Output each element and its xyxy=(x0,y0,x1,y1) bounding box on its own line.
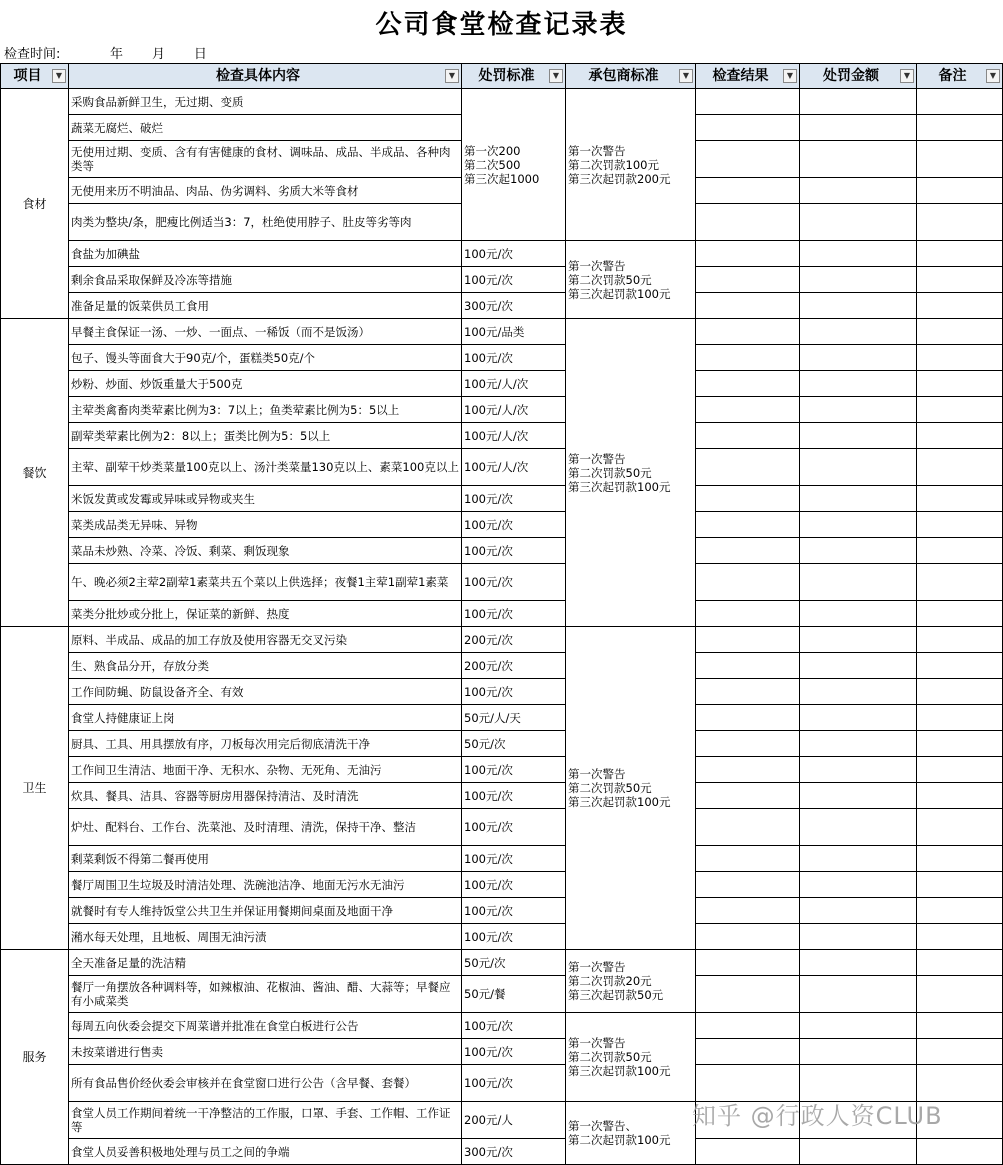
remarks-cell[interactable] xyxy=(917,241,1003,267)
inspection-result-cell[interactable] xyxy=(696,731,800,757)
penalty-standard-cell: 100元/次 xyxy=(462,898,566,924)
table-row xyxy=(1,89,1003,115)
inspection-result-cell[interactable] xyxy=(696,898,800,924)
penalty-amount-cell[interactable] xyxy=(800,898,917,924)
penalty-standard-cell: 100元/品类 xyxy=(462,319,566,345)
header-penalty-standard: 处罚标准 ▼ xyxy=(462,64,566,89)
inspection-result-cell[interactable] xyxy=(696,512,800,538)
content-cell: 肉类为整块/条，肥瘦比例适当3：7，杜绝使用脖子、肚皮等劣等肉 xyxy=(69,204,462,241)
penalty-amount-cell[interactable] xyxy=(800,872,917,898)
penalty-standard-cell: 200元/次 xyxy=(462,653,566,679)
table-row xyxy=(1,293,1003,319)
penalty-amount-cell[interactable] xyxy=(800,293,917,319)
date-day-label: 日 xyxy=(193,47,207,62)
inspection-result-cell[interactable] xyxy=(696,89,800,115)
content-cell: 食堂人员妥善积极地处理与员工之间的争端 xyxy=(69,1139,462,1165)
penalty-amount-cell[interactable] xyxy=(800,731,917,757)
content-cell: 无使用来历不明油品、肉品、伪劣调料、劣质大米等食材 xyxy=(69,178,462,204)
table-row xyxy=(1,872,1003,898)
content-cell: 炒粉、炒面、炒饭重量大于500克 xyxy=(69,371,462,397)
content-cell: 食堂人持健康证上岗 xyxy=(69,705,462,731)
inspection-result-cell[interactable] xyxy=(696,178,800,204)
penalty-standard-cell: 100元/次 xyxy=(462,872,566,898)
content-cell: 剩菜剩饭不得第二餐再使用 xyxy=(69,846,462,872)
table-row xyxy=(1,653,1003,679)
contractor-standard-cell: 第一次警告 第二次罚款50元 第三次起罚款100元 xyxy=(566,241,696,319)
inspection-result-cell[interactable] xyxy=(696,679,800,705)
content-cell: 原料、半成品、成品的加工存放及使用容器无交叉污染 xyxy=(69,627,462,653)
penalty-standard-cell: 100元/次 xyxy=(462,679,566,705)
inspection-result-cell[interactable] xyxy=(696,293,800,319)
remarks-cell[interactable] xyxy=(917,950,1003,976)
content-cell: 剩余食品采取保鲜及冷冻等措施 xyxy=(69,267,462,293)
content-cell: 所有食品售价经伙委会审核并在食堂窗口进行公告（含早餐、套餐） xyxy=(69,1065,462,1102)
contractor-standard-cell: 第一次警告 第二次罚款100元 第三次起罚款200元 xyxy=(566,89,696,241)
remarks-cell[interactable] xyxy=(917,809,1003,846)
header-content: 检查具体内容 ▼ xyxy=(69,64,462,89)
inspection-result-cell[interactable] xyxy=(696,1039,800,1065)
penalty-standard-cell: 100元/次 xyxy=(462,486,566,512)
penalty-amount-cell[interactable] xyxy=(800,178,917,204)
inspection-result-cell[interactable] xyxy=(696,1013,800,1039)
penalty-amount-cell[interactable] xyxy=(800,679,917,705)
penalty-amount-cell[interactable] xyxy=(800,512,917,538)
category-cell: 服务 xyxy=(1,950,69,1165)
contractor-standard-cell: 第一次警告 第二次罚款50元 第三次起罚款100元 xyxy=(566,319,696,627)
content-cell: 米饭发黄或发霉或异味或异物或夹生 xyxy=(69,486,462,512)
remarks-cell[interactable] xyxy=(917,846,1003,872)
penalty-amount-cell[interactable] xyxy=(800,564,917,601)
header-contractor-standard: 承包商标准 ▼ xyxy=(566,64,696,89)
table-row xyxy=(1,950,1003,976)
penalty-standard-cell: 200元/人 xyxy=(462,1102,566,1139)
penalty-standard-cell: 50元/次 xyxy=(462,731,566,757)
penalty-standard-cell: 100元/人/次 xyxy=(462,397,566,423)
table-row xyxy=(1,423,1003,449)
content-cell: 副荤类荤素比例为2：8以上；蛋类比例为5：5以上 xyxy=(69,423,462,449)
table-row xyxy=(1,1139,1003,1165)
inspection-result-cell[interactable] xyxy=(696,423,800,449)
remarks-cell[interactable] xyxy=(917,267,1003,293)
penalty-amount-cell[interactable] xyxy=(800,705,917,731)
remarks-cell[interactable] xyxy=(917,449,1003,486)
penalty-standard-cell: 300元/次 xyxy=(462,293,566,319)
penalty-amount-cell[interactable] xyxy=(800,846,917,872)
inspection-result-cell[interactable] xyxy=(696,872,800,898)
table-row xyxy=(1,345,1003,371)
inspection-result-cell[interactable] xyxy=(696,141,800,178)
inspection-date-line xyxy=(4,43,207,62)
remarks-cell[interactable] xyxy=(917,204,1003,241)
table-row xyxy=(1,705,1003,731)
penalty-standard-cell: 100元/次 xyxy=(462,809,566,846)
remarks-cell[interactable] xyxy=(917,872,1003,898)
penalty-standard-cell: 100元/人/次 xyxy=(462,371,566,397)
penalty-amount-cell[interactable] xyxy=(800,449,917,486)
remarks-cell[interactable] xyxy=(917,1039,1003,1065)
inspection-result-cell[interactable] xyxy=(696,601,800,627)
remarks-cell[interactable] xyxy=(917,679,1003,705)
remarks-cell[interactable] xyxy=(917,731,1003,757)
penalty-standard-cell: 100元/次 xyxy=(462,538,566,564)
remarks-cell[interactable] xyxy=(917,601,1003,627)
header-penalty-amount: 处罚金额 ▼ xyxy=(800,64,917,89)
penalty-amount-cell[interactable] xyxy=(800,950,917,976)
table-row xyxy=(1,924,1003,950)
content-cell: 主荤类禽畜肉类荤素比例为3：7以上；鱼类荤素比例为5：5以上 xyxy=(69,397,462,423)
table-row xyxy=(1,757,1003,783)
date-year-label: 年 xyxy=(109,47,123,62)
header-row xyxy=(1,64,1003,89)
header-inspection-result: 检查结果 ▼ xyxy=(696,64,800,89)
category-cell: 食材 xyxy=(1,89,69,319)
remarks-cell[interactable] xyxy=(917,538,1003,564)
content-cell: 潲水每天处理，且地板、周围无油污渍 xyxy=(69,924,462,950)
content-cell: 生、熟食品分开，存放分类 xyxy=(69,653,462,679)
content-cell: 餐厅周围卫生垃圾及时清洁处理、洗碗池洁净、地面无污水无油污 xyxy=(69,872,462,898)
content-cell: 餐厅一角摆放各种调料等，如辣椒油、花椒油、酱油、醋、大蒜等；早餐应有小咸菜类 xyxy=(69,976,462,1013)
remarks-cell[interactable] xyxy=(917,1139,1003,1165)
table-row xyxy=(1,976,1003,1013)
inspection-result-cell[interactable] xyxy=(696,449,800,486)
penalty-standard-cell: 第一次200 第二次500 第三次起1000 xyxy=(462,89,566,241)
penalty-standard-cell: 100元/次 xyxy=(462,757,566,783)
penalty-amount-cell[interactable] xyxy=(800,115,917,141)
penalty-amount-cell[interactable] xyxy=(800,345,917,371)
penalty-amount-cell[interactable] xyxy=(800,627,917,653)
inspection-result-cell[interactable] xyxy=(696,976,800,1013)
filter-dropdown-icon[interactable]: ▼ xyxy=(52,69,66,83)
table-row xyxy=(1,564,1003,601)
penalty-amount-cell[interactable] xyxy=(800,267,917,293)
penalty-amount-cell[interactable] xyxy=(800,89,917,115)
penalty-amount-cell[interactable] xyxy=(800,486,917,512)
inspection-result-cell[interactable] xyxy=(696,267,800,293)
header-remarks: 备注 ▼ xyxy=(917,64,1003,89)
penalty-amount-cell[interactable] xyxy=(800,371,917,397)
inspection-result-cell[interactable] xyxy=(696,397,800,423)
penalty-standard-cell: 200元/次 xyxy=(462,627,566,653)
remarks-cell[interactable] xyxy=(917,564,1003,601)
penalty-amount-cell[interactable] xyxy=(800,204,917,241)
contractor-standard-cell: 第一次警告 第二次罚款50元 第三次起罚款100元 xyxy=(566,1013,696,1102)
table-row xyxy=(1,846,1003,872)
penalty-standard-cell: 100元/次 xyxy=(462,1039,566,1065)
category-cell: 餐饮 xyxy=(1,319,69,627)
content-cell: 未按菜谱进行售卖 xyxy=(69,1039,462,1065)
inspection-result-cell[interactable] xyxy=(696,1139,800,1165)
remarks-cell[interactable] xyxy=(917,115,1003,141)
remarks-cell[interactable] xyxy=(917,512,1003,538)
penalty-amount-cell[interactable] xyxy=(800,141,917,178)
penalty-amount-cell[interactable] xyxy=(800,924,917,950)
content-cell: 炉灶、配料台、工作台、洗菜池、及时清理、清洗，保持干净、整洁 xyxy=(69,809,462,846)
remarks-cell[interactable] xyxy=(917,627,1003,653)
table-row xyxy=(1,1039,1003,1065)
penalty-amount-cell[interactable] xyxy=(800,1139,917,1165)
penalty-standard-cell: 100元/次 xyxy=(462,1065,566,1102)
remarks-cell[interactable] xyxy=(917,319,1003,345)
penalty-amount-cell[interactable] xyxy=(800,783,917,809)
remarks-cell[interactable] xyxy=(917,976,1003,1013)
table-row xyxy=(1,538,1003,564)
remarks-cell[interactable] xyxy=(917,898,1003,924)
filter-dropdown-icon[interactable]: ▼ xyxy=(679,69,693,83)
content-cell: 每周五向伙委会提交下周菜谱并批准在食堂白板进行公告 xyxy=(69,1013,462,1039)
remarks-cell[interactable] xyxy=(917,178,1003,204)
inspection-result-cell[interactable] xyxy=(696,627,800,653)
inspection-result-cell[interactable] xyxy=(696,950,800,976)
inspection-result-cell[interactable] xyxy=(696,846,800,872)
remarks-cell[interactable] xyxy=(917,924,1003,950)
penalty-amount-cell[interactable] xyxy=(800,241,917,267)
content-cell: 菜类分批炒或分批上，保证菜的新鲜、热度 xyxy=(69,601,462,627)
filter-dropdown-icon[interactable]: ▼ xyxy=(783,69,797,83)
remarks-cell[interactable] xyxy=(917,89,1003,115)
penalty-amount-cell[interactable] xyxy=(800,809,917,846)
content-cell: 食堂人员工作期间着统一干净整洁的工作服，口罩、手套、工作帽、工作证等 xyxy=(69,1102,462,1139)
penalty-standard-cell: 100元/次 xyxy=(462,601,566,627)
table-row xyxy=(1,449,1003,486)
remarks-cell[interactable] xyxy=(917,371,1003,397)
inspection-result-cell[interactable] xyxy=(696,319,800,345)
filter-dropdown-icon[interactable]: ▼ xyxy=(445,69,459,83)
content-cell: 采购食品新鲜卫生，无过期、变质 xyxy=(69,89,462,115)
penalty-amount-cell[interactable] xyxy=(800,397,917,423)
inspection-date-label: 检查时间: xyxy=(4,47,61,62)
penalty-standard-cell: 100元/次 xyxy=(462,267,566,293)
penalty-amount-cell[interactable] xyxy=(800,653,917,679)
content-cell: 包子、馒头等面食大于90克/个，蛋糕类50克/个 xyxy=(69,345,462,371)
table-row xyxy=(1,512,1003,538)
content-cell: 工作间防蝇、防鼠设备齐全、有效 xyxy=(69,679,462,705)
table-row xyxy=(1,1013,1003,1039)
inspection-result-cell[interactable] xyxy=(696,204,800,241)
inspection-result-cell[interactable] xyxy=(696,538,800,564)
penalty-amount-cell[interactable] xyxy=(800,423,917,449)
watermark: 知乎 @行政人资CLUB xyxy=(692,1102,943,1130)
content-cell: 菜品未炒熟、冷菜、冷饭、剩菜、剩饭现象 xyxy=(69,538,462,564)
table-row xyxy=(1,601,1003,627)
inspection-result-cell[interactable] xyxy=(696,924,800,950)
penalty-standard-cell: 100元/次 xyxy=(462,564,566,601)
inspection-result-cell[interactable] xyxy=(696,371,800,397)
table-row xyxy=(1,783,1003,809)
inspection-result-cell[interactable] xyxy=(696,115,800,141)
content-cell: 蔬菜无腐烂、破烂 xyxy=(69,115,462,141)
inspection-result-cell[interactable] xyxy=(696,705,800,731)
content-cell: 工作间卫生清洁、地面干净、无积水、杂物、无死角、无油污 xyxy=(69,757,462,783)
penalty-amount-cell[interactable] xyxy=(800,538,917,564)
inspection-result-cell[interactable] xyxy=(696,486,800,512)
contractor-standard-cell: 第一次警告 第二次罚款20元 第三次起罚款50元 xyxy=(566,950,696,1013)
remarks-cell[interactable] xyxy=(917,1013,1003,1039)
inspection-result-cell[interactable] xyxy=(696,564,800,601)
remarks-cell[interactable] xyxy=(917,486,1003,512)
table-row xyxy=(1,397,1003,423)
content-cell: 准备足量的饭菜供员工食用 xyxy=(69,293,462,319)
filter-dropdown-icon[interactable]: ▼ xyxy=(986,69,1000,83)
remarks-cell[interactable] xyxy=(917,423,1003,449)
remarks-cell[interactable] xyxy=(917,653,1003,679)
content-cell: 炊具、餐具、洁具、容器等厨房用器保持清洁、及时清洗 xyxy=(69,783,462,809)
content-cell: 厨具、工具、用具摆放有序，刀板每次用完后彻底清洗干净 xyxy=(69,731,462,757)
penalty-amount-cell[interactable] xyxy=(800,319,917,345)
penalty-amount-cell[interactable] xyxy=(800,1013,917,1039)
contractor-standard-cell: 第一次警告 第二次罚款50元 第三次起罚款100元 xyxy=(566,627,696,950)
penalty-amount-cell[interactable] xyxy=(800,601,917,627)
inspection-result-cell[interactable] xyxy=(696,653,800,679)
penalty-standard-cell: 100元/人/次 xyxy=(462,449,566,486)
table-row xyxy=(1,809,1003,846)
inspection-result-cell[interactable] xyxy=(696,783,800,809)
inspection-result-cell[interactable] xyxy=(696,757,800,783)
table-row xyxy=(1,267,1003,293)
inspection-table xyxy=(0,63,1003,1165)
content-cell: 全天准备足量的洗洁精 xyxy=(69,950,462,976)
penalty-standard-cell: 50元/人/天 xyxy=(462,705,566,731)
penalty-standard-cell: 100元/次 xyxy=(462,512,566,538)
penalty-standard-cell: 50元/餐 xyxy=(462,976,566,1013)
remarks-cell[interactable] xyxy=(917,397,1003,423)
penalty-standard-cell: 100元/次 xyxy=(462,241,566,267)
penalty-amount-cell[interactable] xyxy=(800,757,917,783)
content-cell: 无使用过期、变质、含有有害健康的食材、调味品、成品、半成品、各种肉类等 xyxy=(69,141,462,178)
content-cell: 菜类成品类无异味、异物 xyxy=(69,512,462,538)
table-row xyxy=(1,731,1003,757)
category-cell: 卫生 xyxy=(1,627,69,950)
penalty-amount-cell[interactable] xyxy=(800,976,917,1013)
remarks-cell[interactable] xyxy=(917,705,1003,731)
date-month-label: 月 xyxy=(151,47,165,62)
filter-dropdown-icon[interactable]: ▼ xyxy=(549,69,563,83)
content-cell: 主荤、副荤干炒类菜量100克以上、汤汁类菜量130克以上、素菜100克以上 xyxy=(69,449,462,486)
penalty-standard-cell: 50元/次 xyxy=(462,950,566,976)
penalty-amount-cell[interactable] xyxy=(800,1039,917,1065)
inspection-result-cell[interactable] xyxy=(696,345,800,371)
remarks-cell[interactable] xyxy=(917,141,1003,178)
remarks-cell[interactable] xyxy=(917,345,1003,371)
penalty-standard-cell: 100元/人/次 xyxy=(462,423,566,449)
table-row xyxy=(1,319,1003,345)
contractor-standard-cell: 第一次警告、 第二次起罚款100元 xyxy=(566,1102,696,1165)
filter-dropdown-icon[interactable]: ▼ xyxy=(900,69,914,83)
penalty-standard-cell: 100元/次 xyxy=(462,783,566,809)
table-row xyxy=(1,486,1003,512)
remarks-cell[interactable] xyxy=(917,293,1003,319)
table-row xyxy=(1,371,1003,397)
penalty-standard-cell: 100元/次 xyxy=(462,345,566,371)
penalty-standard-cell: 100元/次 xyxy=(462,1013,566,1039)
content-cell: 早餐主食保证一汤、一炒、一面点、一稀饭（而不是饭汤） xyxy=(69,319,462,345)
table-row xyxy=(1,241,1003,267)
table-row xyxy=(1,679,1003,705)
content-cell: 就餐时有专人维持饭堂公共卫生并保证用餐期间桌面及地面干净 xyxy=(69,898,462,924)
remarks-cell[interactable] xyxy=(917,783,1003,809)
table-row xyxy=(1,627,1003,653)
penalty-standard-cell: 100元/次 xyxy=(462,846,566,872)
content-cell: 食盐为加碘盐 xyxy=(69,241,462,267)
page-title: 公司食堂检查记录表 xyxy=(375,10,628,40)
penalty-standard-cell: 100元/次 xyxy=(462,924,566,950)
penalty-standard-cell: 300元/次 xyxy=(462,1139,566,1165)
table-row xyxy=(1,898,1003,924)
remarks-cell[interactable] xyxy=(917,757,1003,783)
inspection-result-cell[interactable] xyxy=(696,241,800,267)
content-cell: 午、晚必须2主荤2副荤1素菜共五个菜以上供选择；夜餐1主荤1副荤1素菜 xyxy=(69,564,462,601)
inspection-result-cell[interactable] xyxy=(696,809,800,846)
header-item: 项目 ▼ xyxy=(1,64,69,89)
